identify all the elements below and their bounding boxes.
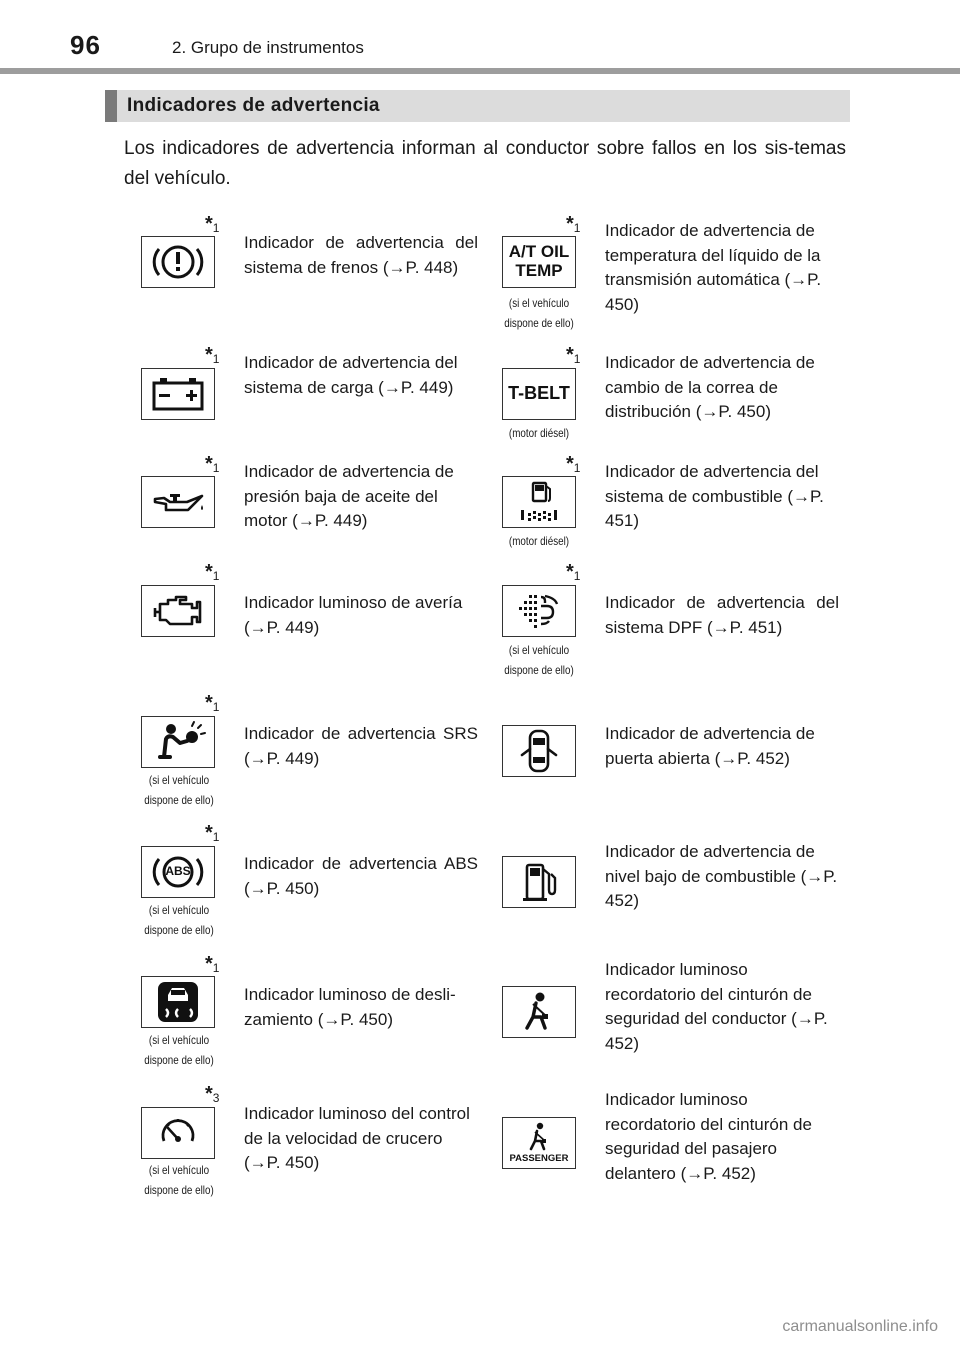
footnote-marker: $*_1$ — [566, 213, 581, 235]
slip-indicator-icon — [141, 976, 215, 1028]
driver-belt-description: Indicador luminoso recordatorio del cinturón de seguridad del conductor (→P. 452) — [605, 960, 828, 1053]
availability-note: (si el vehículo dispone de ello) — [144, 1033, 214, 1067]
seatbelt-driver-icon — [502, 986, 576, 1038]
charging-warning-description: Indicador de advertencia del sistema de carga (→P. 449) — [244, 353, 458, 397]
footnote-marker: $*_1$ — [566, 453, 581, 475]
door-open-icon — [502, 725, 576, 777]
page-header — [0, 0, 960, 80]
section-heading-bar — [105, 90, 850, 122]
brake-warning-description: Indicador de advertencia del sistema de frenos (→P. 448) — [244, 233, 478, 277]
fuel-system-description: Indicador de advertencia del sistema de combustible (→P. 451) — [605, 462, 824, 530]
footnote-marker: $*_1$ — [205, 822, 220, 844]
availability-note: (si el vehículo dispone de ello) — [504, 643, 574, 677]
oil-pressure-description: Indicador de advertencia de presión baja de aceite del motor (→P. 449) — [244, 462, 454, 530]
at-oil-temp-icon: A/T OIL TEMP — [502, 236, 576, 288]
footnote-marker: $*_1$ — [205, 213, 220, 235]
seatbelt-passenger-icon: PASSENGER — [502, 1117, 576, 1169]
brake-warning-icon — [141, 236, 215, 288]
slip-description: Indicador luminoso de desli-zamiento (→P. 450) — [244, 985, 456, 1029]
availability-note: (si el vehículo dispone de ello) — [504, 296, 574, 330]
footnote-marker: $*_1$ — [205, 453, 220, 475]
section-title: Indicadores de advertencia — [127, 95, 380, 116]
availability-note: (si el vehículo dispone de ello) — [144, 1163, 214, 1197]
footnote-marker: $*_1$ — [205, 953, 220, 975]
tbelt-icon: T-BELT — [502, 368, 576, 420]
cruise-control-icon — [141, 1107, 215, 1159]
footnote-marker: $*_3$ — [205, 1083, 220, 1105]
check-engine-icon — [141, 585, 215, 637]
section-accent — [105, 90, 117, 122]
cruise-description: Indicador luminoso del control de la velocidad de crucero (→P. 450) — [244, 1104, 470, 1172]
footnote-marker: $*_1$ — [566, 344, 581, 366]
availability-note: (si el vehículo dispone de ello) — [144, 903, 214, 937]
availability-note: (motor diésel) — [508, 426, 570, 440]
abs-icon: ABS — [141, 846, 215, 898]
dpf-icon — [502, 585, 576, 637]
header-rule — [0, 68, 960, 74]
availability-note: (motor diésel) — [508, 534, 570, 548]
fuel-system-icon — [502, 476, 576, 528]
oil-can-icon — [141, 476, 215, 528]
airbag-icon — [141, 716, 215, 768]
srs-description: Indicador de advertencia SRS (→P. 449) — [244, 724, 478, 768]
footnote-marker: $*_1$ — [566, 561, 581, 583]
low-fuel-icon — [502, 856, 576, 908]
low-fuel-description: Indicador de advertencia de nivel bajo de combustible (→P. 452) — [605, 842, 838, 910]
availability-note: (si el vehículo dispone de ello) — [144, 773, 214, 807]
abs-description: Indicador de advertencia ABS (→P. 450) — [244, 854, 478, 898]
tbelt-description: Indicador de advertencia de cambio de la correa de distribución (→P. 450) — [605, 353, 815, 421]
door-open-description: Indicador de advertencia de puerta abierta (→P. 452) — [605, 724, 815, 768]
battery-icon — [141, 368, 215, 420]
intro-paragraph: Los indicadores de advertencia informan al conductor sobre fallos en los sis-temas del vehículo. — [124, 138, 846, 189]
page-number: 96 — [70, 30, 101, 60]
dpf-description: Indicador de advertencia del sistema DPF (→P. 451) — [605, 593, 839, 637]
footnote-marker: $*_1$ — [205, 344, 220, 366]
passenger-belt-description: Indicador luminoso recordatorio del cinturón de seguridad del pasajero delantero (→P. 452) — [605, 1090, 812, 1183]
chapter-title: 2. Grupo de instrumentos — [172, 38, 364, 57]
footnote-marker: $*_1$ — [205, 561, 220, 583]
footnote-marker: $*_1$ — [205, 692, 220, 714]
malfunction-description: Indicador luminoso de avería (→P. 449) — [244, 593, 463, 637]
at-oil-temp-description: Indicador de advertencia de temperatura del líquido de la transmisión automática (→P. 450) — [605, 221, 822, 314]
